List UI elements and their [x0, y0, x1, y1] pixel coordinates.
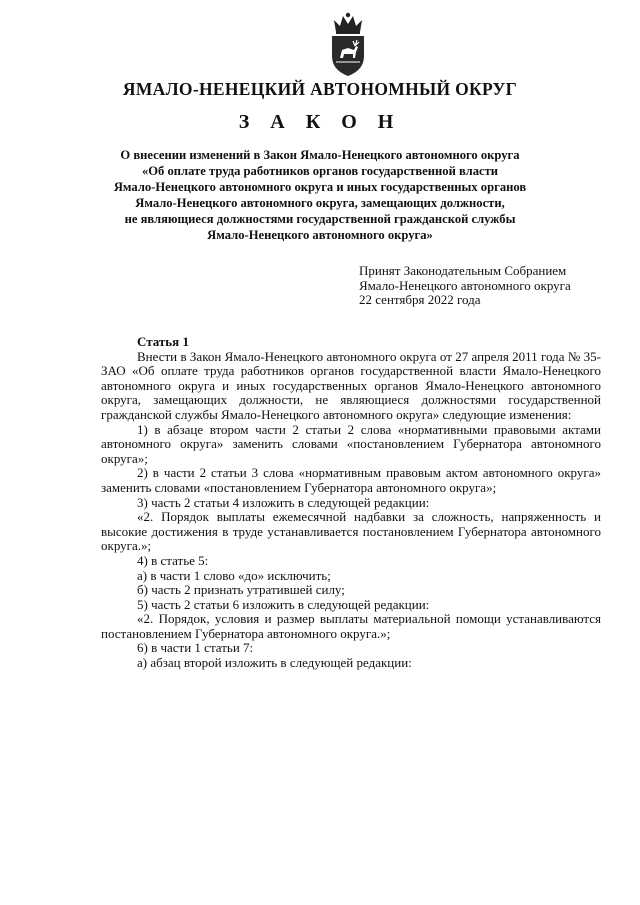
law-subtitle	[80, 147, 560, 243]
article-paragraph: б) часть 2 признать утратившей силу;	[137, 582, 345, 598]
article-paragraph: 5) часть 2 статьи 6 изложить в следующей редакции:	[137, 596, 430, 612]
subtitle-line: О внесении изменений в Закон Ямало-Ненецкого автономного округа	[120, 148, 520, 162]
article-paragraph: «2. Порядок, условия и размер выплаты материальной помощи устанавливаются постановлением Губернатора автономного округа.»;	[101, 611, 601, 641]
subtitle-line: Ямало-Ненецкого автономного округа, замещающих должности,	[135, 196, 505, 210]
article-paragraph: а) абзац второй изложить в следующей редакции:	[137, 655, 412, 671]
article-paragraph: Внести в Закон Ямало-Ненецкого автономного округа от 27 апреля 2011 года № 35-ЗАО «Об оплате труда работников органов государственной власти Ямало-Ненецкого автономного округа и иных государственных органов Ямало-Ненецкого автономного округа, замещающих должности, не являющиеся должностями государственной гражданской службы Ямало-Ненецкого автономного округа» следующие изменения:	[101, 348, 601, 422]
subtitle-line: не являющиеся должностями государственной гражданской службы	[124, 212, 516, 226]
article-body	[101, 335, 601, 671]
adoption-line: Принят Законодательным Собранием	[359, 263, 567, 278]
article-paragraph: а) в части 1 слово «до» исключить;	[137, 567, 331, 583]
article-paragraph: 1) в абзаце втором части 2 статьи 2 слова «нормативными правовыми актами автономного округа» заменить словами «постановлением Губернатора автономного округа»;	[101, 421, 601, 466]
article-paragraph: «2. Порядок выплаты ежемесячной надбавки за сложность, напряженность и высокие достижения в труде устанавливается постановлением Губернатора автономного округа.»;	[101, 509, 601, 554]
subtitle-line: Ямало-Ненецкого автономного округа и иных государственных органов	[113, 180, 527, 194]
adoption-date: 22 сентября 2022 года	[359, 292, 481, 307]
article-paragraph: 3) часть 2 статьи 4 изложить в следующей редакции:	[137, 494, 430, 510]
document-type-title: З А К О Н	[238, 111, 402, 133]
adoption-line: Ямало-Ненецкого автономного округа	[359, 277, 571, 293]
article-title: Статья 1	[137, 334, 189, 349]
article-paragraph: 4) в статье 5:	[137, 552, 209, 568]
article-paragraph: 2) в части 2 статьи 3 слова «нормативным правовым актом автономного округа» заменить словами «постановлением Губернатора автономного округа»;	[101, 465, 601, 495]
subtitle-line: Ямало-Ненецкого автономного округа»	[207, 228, 433, 242]
yamal-coat-of-arms-icon	[326, 12, 370, 78]
adoption-block	[359, 264, 571, 308]
article-paragraph: 6) в части 1 статьи 7:	[137, 640, 254, 656]
region-title: ЯМАЛО-НЕНЕЦКИЙ АВТОНОМНЫЙ ОКРУГ	[122, 79, 518, 99]
subtitle-line: «Об оплате труда работников органов государственной власти	[141, 164, 499, 178]
